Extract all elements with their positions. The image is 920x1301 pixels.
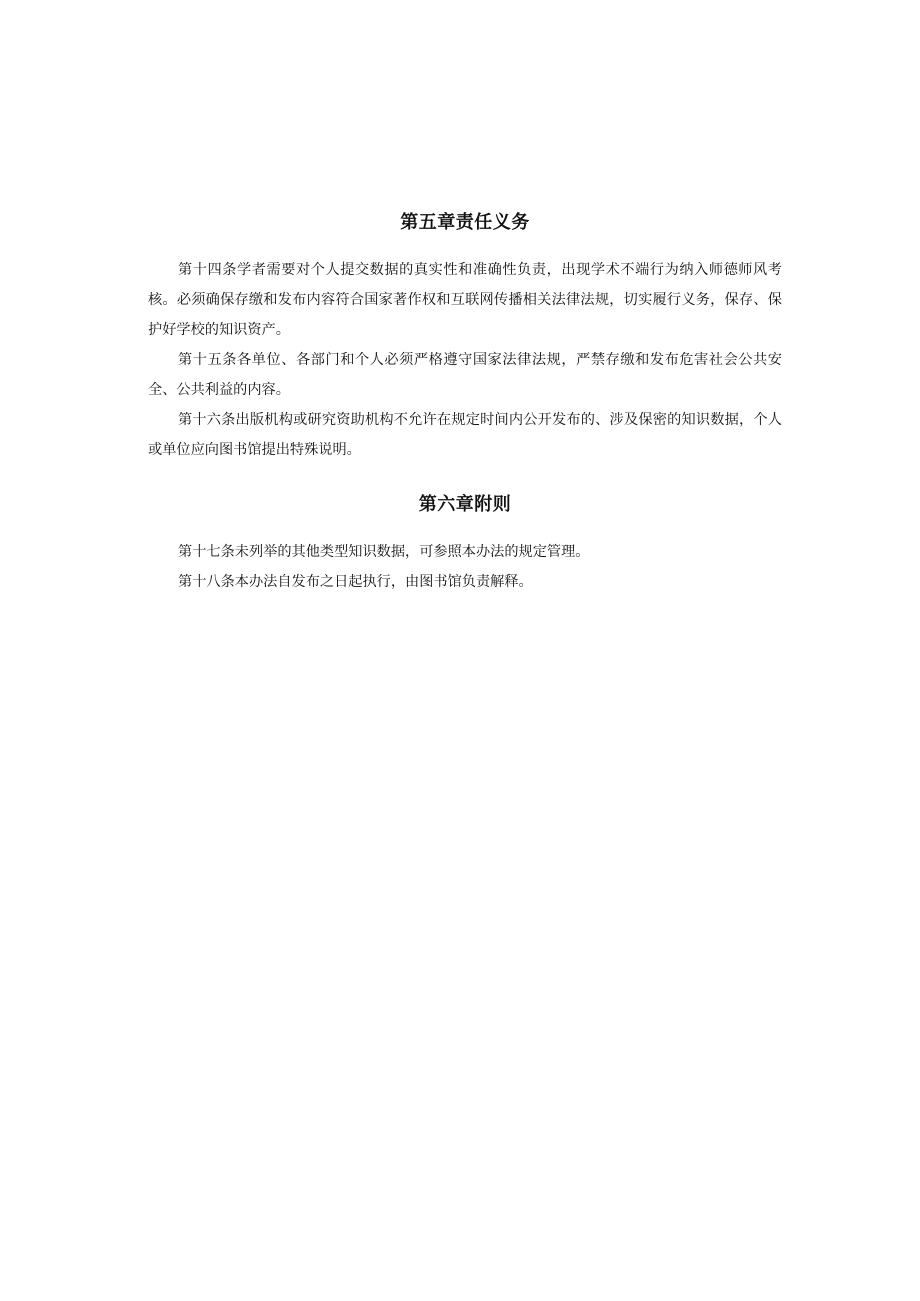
article-14: 第十四条学者需要对个人提交数据的真实性和准确性负责，出现学术不端行为纳入师德师风考核。必须确保存缴和发布内容符合国家著作权和互联网传播相关法律法规，切实履行义务，保存、保护好学校的知识资产。	[148, 262, 782, 338]
document-body	[148, 205, 782, 597]
chapter-6-title: 第六章附则	[418, 494, 512, 515]
article-16: 第十六条出版机构或研究资助机构不允许在规定时间内公开发布的、涉及保密的知识数据，个人或单位应向图书馆提出特殊说明。	[148, 412, 782, 458]
article-17: 第十七条未列举的其他类型知识数据，可参照本办法的规定管理。	[178, 544, 590, 560]
article-15: 第十五条各单位、各部门和个人必须严格遵守国家法律法规，严禁存缴和发布危害社会公共安全、公共利益的内容。	[148, 352, 782, 398]
chapter-5-title: 第五章责任义务	[400, 212, 530, 233]
article-18: 第十八条本办法自发布之日起执行，由图书馆负责解释。	[178, 574, 533, 590]
